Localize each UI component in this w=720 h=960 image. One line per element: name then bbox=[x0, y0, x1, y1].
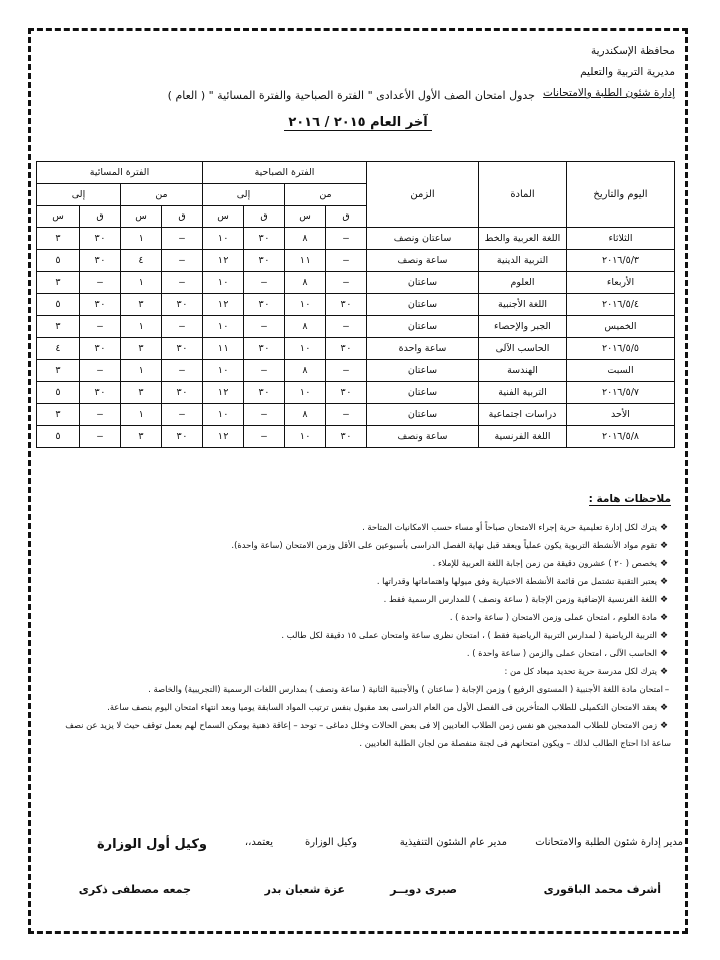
subject-cell: اللغة العربية والخط bbox=[479, 228, 567, 250]
time-cell: – bbox=[162, 250, 203, 272]
table-row bbox=[36, 228, 674, 250]
time-cell: – bbox=[326, 228, 367, 250]
header-morning-from: من bbox=[285, 184, 367, 206]
note-text: مادة العلوم ، امتحان عملى وزمن الامتحان ( ساعة واحدة ) . bbox=[449, 612, 657, 622]
day-date-cell: الثلاثاء bbox=[567, 228, 675, 250]
time-cell: ١٢ bbox=[203, 294, 244, 316]
time-cell: ٥ bbox=[36, 250, 79, 272]
header-morning: الفترة الصباحية bbox=[203, 162, 367, 184]
header-block bbox=[543, 41, 675, 104]
schedule-title: جدول امتحان الصف الأول الأعدادى " الفترة الصباحية والفترة المسائية " ( العام ) bbox=[167, 89, 535, 102]
time-cell: ٣٠ bbox=[244, 382, 285, 404]
time-cell: – bbox=[162, 316, 203, 338]
signature-name: أشرف محمد الباقورى bbox=[543, 883, 661, 896]
note-text: التربية الرياضية ( لمدارس التربية الرياضية فقط ) ، امتحان نظرى ساعة وامتحان عملى ١٥ دقيقة لكل طالب . bbox=[281, 630, 657, 640]
duration-cell: ساعتان ونصف bbox=[367, 228, 479, 250]
header-evening-to: إلى bbox=[36, 184, 120, 206]
time-cell: ٣ bbox=[36, 316, 79, 338]
time-cell: – bbox=[244, 272, 285, 294]
table-row bbox=[36, 426, 674, 448]
subject-cell: الهندسة bbox=[479, 360, 567, 382]
subject-cell: العلوم bbox=[479, 272, 567, 294]
time-cell: ٣٠ bbox=[244, 294, 285, 316]
time-cell: – bbox=[80, 316, 121, 338]
time-cell: – bbox=[162, 360, 203, 382]
time-cell: ١٢ bbox=[203, 382, 244, 404]
time-cell: ٣٠ bbox=[244, 250, 285, 272]
time-cell: – bbox=[244, 316, 285, 338]
header-duration: الزمن bbox=[367, 162, 479, 228]
time-cell: – bbox=[80, 360, 121, 382]
table-row bbox=[36, 316, 674, 338]
time-cell: – bbox=[326, 250, 367, 272]
note-text: امتحان مادة اللغة الأجنبية ( المستوى الرفيع ) وزمن الإجابة ( ساعتان ) والأجنبية الثانية ( ساعة ونصف ) بمدارس اللغات الرسمية (التجريبية) والخاصة . bbox=[148, 684, 663, 694]
time-cell: ٨ bbox=[285, 404, 326, 426]
time-cell: ٥ bbox=[36, 426, 79, 448]
note-item bbox=[45, 519, 671, 537]
note-item bbox=[45, 537, 671, 555]
header-evening-from: من bbox=[121, 184, 203, 206]
time-cell: ١٠ bbox=[203, 316, 244, 338]
diamond-bullet-icon: ❖ bbox=[659, 559, 669, 569]
time-cell: ٣ bbox=[36, 228, 79, 250]
time-cell: ١ bbox=[121, 316, 162, 338]
time-cell: ٣٠ bbox=[162, 338, 203, 360]
note-text: يترك لكل إدارة تعليمية حرية إجراء الامتحان صباحاً أو مساء حسب الامكانيات المتاحة . bbox=[362, 522, 657, 532]
subject-cell: الجبر والإحصاء bbox=[479, 316, 567, 338]
department-label: إدارة شئون الطلبة والامتحانات bbox=[543, 87, 675, 99]
time-cell: ٣٠ bbox=[162, 382, 203, 404]
time-cell: ٣٠ bbox=[80, 382, 121, 404]
time-cell: ٨ bbox=[285, 360, 326, 382]
note-item bbox=[45, 717, 671, 752]
signature-title: وكيل الوزارة bbox=[304, 837, 357, 848]
signature-name: عزة شعبان بدر bbox=[264, 883, 345, 896]
time-cell: – bbox=[244, 404, 285, 426]
time-cell: ٥ bbox=[36, 382, 79, 404]
time-cell: – bbox=[326, 360, 367, 382]
time-cell: ٨ bbox=[285, 272, 326, 294]
duration-cell: ساعتان bbox=[367, 404, 479, 426]
time-cell: ٣ bbox=[36, 272, 79, 294]
day-date-cell: ٢٠١٦/٥/٤ bbox=[567, 294, 675, 316]
time-cell: ٣٠ bbox=[244, 228, 285, 250]
time-cell: ١ bbox=[121, 360, 162, 382]
table-row bbox=[36, 382, 674, 404]
time-cell: ٣٠ bbox=[162, 426, 203, 448]
governorate-label: محافظة الإسكندرية bbox=[590, 45, 675, 57]
note-text: تقوم مواد الأنشطة التربوية يكون عملياً ويعقد قبل نهاية الفصل الدراسى بأسبوعين على الأقل وزمن الامتحان (ساعة واحدة). bbox=[231, 540, 657, 550]
table-row bbox=[36, 250, 674, 272]
subject-cell: اللغة الأجنبية bbox=[479, 294, 567, 316]
time-cell: ٤ bbox=[36, 338, 79, 360]
signature-name: جمعه مصطفى ذكرى bbox=[78, 883, 191, 896]
header-morning-to: إلى bbox=[203, 184, 285, 206]
time-cell: ٣٠ bbox=[326, 338, 367, 360]
time-cell: – bbox=[80, 404, 121, 426]
note-text: اللغة الفرنسية الإضافية وزمن الإجابة ( ساعة ونصف ) للمدارس الرسمية فقط . bbox=[383, 594, 657, 604]
diamond-bullet-icon: ❖ bbox=[659, 613, 669, 623]
time-cell: – bbox=[80, 272, 121, 294]
header-day-date: اليوم والتاريخ bbox=[567, 162, 675, 228]
time-cell: ١٠ bbox=[203, 404, 244, 426]
header-evening: الفترة المسائية bbox=[36, 162, 202, 184]
note-text: يعتبر التقنية تشتمل من قائمة الأنشطة الاختيارية وفق ميولها واهتماماتها وقدراتها . bbox=[376, 576, 657, 586]
header-hour: س bbox=[285, 206, 326, 228]
notes-list bbox=[45, 519, 671, 752]
header-min: ق bbox=[326, 206, 367, 228]
day-date-cell: ٢٠١٦/٥/٣ bbox=[567, 250, 675, 272]
time-cell: ١٠ bbox=[285, 426, 326, 448]
signature-title: وكيل أول الوزارة bbox=[96, 837, 207, 852]
time-cell: – bbox=[326, 404, 367, 426]
time-cell: ٣ bbox=[36, 404, 79, 426]
note-item bbox=[45, 681, 671, 699]
header-hour: س bbox=[121, 206, 162, 228]
diamond-bullet-icon: ❖ bbox=[659, 667, 669, 677]
time-cell: ٣٠ bbox=[80, 228, 121, 250]
time-cell: ٣٠ bbox=[80, 250, 121, 272]
time-cell: ١ bbox=[121, 228, 162, 250]
note-text: زمن الامتحان للطلاب المدمجين هو نفس زمن الطلاب العاديين إلا فى بعض الحالات وخلل دماغى – توحد – إعاقة ذهنية يومكن السماح لهم بعمل توقف حيث لا يزيد عن نصف ساعة اذا احتاج الطالب لذلك – ويكون امتحانهم فى لجنة منفصلة من لجان الطلبة العاديين . bbox=[65, 720, 671, 748]
time-cell: ٣ bbox=[121, 338, 162, 360]
duration-cell: ساعتان bbox=[367, 360, 479, 382]
day-date-cell: الأربعاء bbox=[567, 272, 675, 294]
duration-cell: ساعتان bbox=[367, 272, 479, 294]
note-text: يترك لكل مدرسة حرية تحديد ميعاد كل من : bbox=[504, 666, 657, 676]
time-cell: ١ bbox=[121, 404, 162, 426]
time-cell: ١٠ bbox=[285, 294, 326, 316]
time-cell: ١٠ bbox=[285, 382, 326, 404]
directorate-label: مديرية التربية والتعليم bbox=[580, 66, 675, 78]
table-row bbox=[36, 404, 674, 426]
diamond-bullet-icon: ❖ bbox=[659, 523, 669, 533]
table-row bbox=[36, 338, 674, 360]
diamond-bullet-icon: ❖ bbox=[659, 721, 669, 731]
time-cell: – bbox=[162, 228, 203, 250]
day-date-cell: ٢٠١٦/٥/٨ bbox=[567, 426, 675, 448]
signature-title: مدير إدارة شئون الطلبة والامتحانات bbox=[535, 837, 683, 848]
duration-cell: ساعة واحدة bbox=[367, 338, 479, 360]
diamond-bullet-icon: ❖ bbox=[659, 577, 669, 587]
exam-table bbox=[36, 161, 675, 448]
time-cell: ٣٠ bbox=[326, 426, 367, 448]
signature-name: صبرى دويــر bbox=[390, 883, 457, 896]
time-cell: ٤ bbox=[121, 250, 162, 272]
time-cell: – bbox=[244, 360, 285, 382]
time-cell: ١٠ bbox=[203, 228, 244, 250]
time-cell: ١٢ bbox=[203, 426, 244, 448]
day-date-cell: الخميس bbox=[567, 316, 675, 338]
time-cell: – bbox=[326, 272, 367, 294]
time-cell: ٨ bbox=[285, 316, 326, 338]
day-date-cell: الأحد bbox=[567, 404, 675, 426]
table-row bbox=[36, 360, 674, 382]
duration-cell: ساعتان bbox=[367, 294, 479, 316]
header-min: ق bbox=[162, 206, 203, 228]
subject-cell: اللغة الفرنسية bbox=[479, 426, 567, 448]
exam-table-body bbox=[36, 228, 674, 448]
time-cell: ١١ bbox=[203, 338, 244, 360]
duration-cell: ساعة ونصف bbox=[367, 426, 479, 448]
duration-cell: ساعتان bbox=[367, 382, 479, 404]
time-cell: ٣٠ bbox=[244, 338, 285, 360]
time-cell: ١ bbox=[121, 272, 162, 294]
subject-cell: التربية الدينية bbox=[479, 250, 567, 272]
time-cell: ١٢ bbox=[203, 250, 244, 272]
diamond-bullet-icon: ❖ bbox=[659, 541, 669, 551]
note-text: يعقد الامتحان التكميلى للطلاب المتأخرين فى الفصل الأول من العام الدراسى بعد مقبول بنفس ترتيب المواد السابقة يوميا وبعد انتهاء امتحان اليوم بنصف ساعة. bbox=[107, 702, 657, 712]
time-cell: ١٠ bbox=[203, 360, 244, 382]
time-cell: ٣ bbox=[121, 294, 162, 316]
day-date-cell: ٢٠١٦/٥/٥ bbox=[567, 338, 675, 360]
time-cell: ٣ bbox=[121, 382, 162, 404]
header-min: ق bbox=[244, 206, 285, 228]
signature-title: مدير عام الشئون التنفيذية bbox=[399, 837, 507, 848]
year-label: آخر العام ٢٠١٥ / ٢٠١٦ bbox=[284, 115, 431, 131]
year-label-wrap bbox=[31, 115, 685, 130]
note-item bbox=[45, 591, 671, 609]
subject-cell: دراسات اجتماعية bbox=[479, 404, 567, 426]
time-cell: – bbox=[80, 426, 121, 448]
time-cell: – bbox=[244, 426, 285, 448]
note-text: الحاسب الآلى ، امتحان عملى والزمن ( ساعة واحدة ) . bbox=[466, 648, 657, 658]
time-cell: ٣٠ bbox=[80, 294, 121, 316]
note-item bbox=[45, 663, 671, 681]
exam-schedule-page bbox=[28, 28, 688, 934]
note-item bbox=[45, 645, 671, 663]
note-item bbox=[45, 573, 671, 591]
signature-title: يعتمد،، bbox=[244, 837, 273, 848]
time-cell: ٣٠ bbox=[326, 294, 367, 316]
subject-cell: التربية الفنية bbox=[479, 382, 567, 404]
time-cell: ٣٠ bbox=[162, 294, 203, 316]
header-hour: س bbox=[203, 206, 244, 228]
day-date-cell: السبت bbox=[567, 360, 675, 382]
time-cell: ١٠ bbox=[203, 272, 244, 294]
time-cell: ١٠ bbox=[285, 338, 326, 360]
time-cell: ٨ bbox=[285, 228, 326, 250]
note-item bbox=[45, 699, 671, 717]
time-cell: – bbox=[326, 316, 367, 338]
time-cell: – bbox=[162, 404, 203, 426]
header-hour: س bbox=[36, 206, 79, 228]
time-cell: ١١ bbox=[285, 250, 326, 272]
note-text: يخصص ( ٢٠ ) عشرون دقيقة من زمن إجابة اللغة العربية للإملاء . bbox=[432, 558, 657, 568]
diamond-bullet-icon: ❖ bbox=[659, 649, 669, 659]
table-row bbox=[36, 272, 674, 294]
table-row bbox=[36, 294, 674, 316]
time-cell: – bbox=[162, 272, 203, 294]
header-subject: المادة bbox=[479, 162, 567, 228]
diamond-bullet-icon: ❖ bbox=[659, 595, 669, 605]
header-min: ق bbox=[80, 206, 121, 228]
time-cell: ٣٠ bbox=[80, 338, 121, 360]
time-cell: ٥ bbox=[36, 294, 79, 316]
duration-cell: ساعة ونصف bbox=[367, 250, 479, 272]
time-cell: ٣٠ bbox=[326, 382, 367, 404]
diamond-bullet-icon: ❖ bbox=[659, 631, 669, 641]
subject-cell: الحاسب الآلى bbox=[479, 338, 567, 360]
diamond-bullet-icon: ❖ bbox=[659, 703, 669, 713]
time-cell: ٣ bbox=[121, 426, 162, 448]
note-item bbox=[45, 555, 671, 573]
time-cell: ٣ bbox=[36, 360, 79, 382]
dash-bullet-icon: – bbox=[664, 685, 670, 695]
note-item bbox=[45, 609, 671, 627]
day-date-cell: ٢٠١٦/٥/٧ bbox=[567, 382, 675, 404]
duration-cell: ساعتان bbox=[367, 316, 479, 338]
notes-title: ملاحظات هامة : bbox=[588, 493, 671, 505]
note-item bbox=[45, 627, 671, 645]
